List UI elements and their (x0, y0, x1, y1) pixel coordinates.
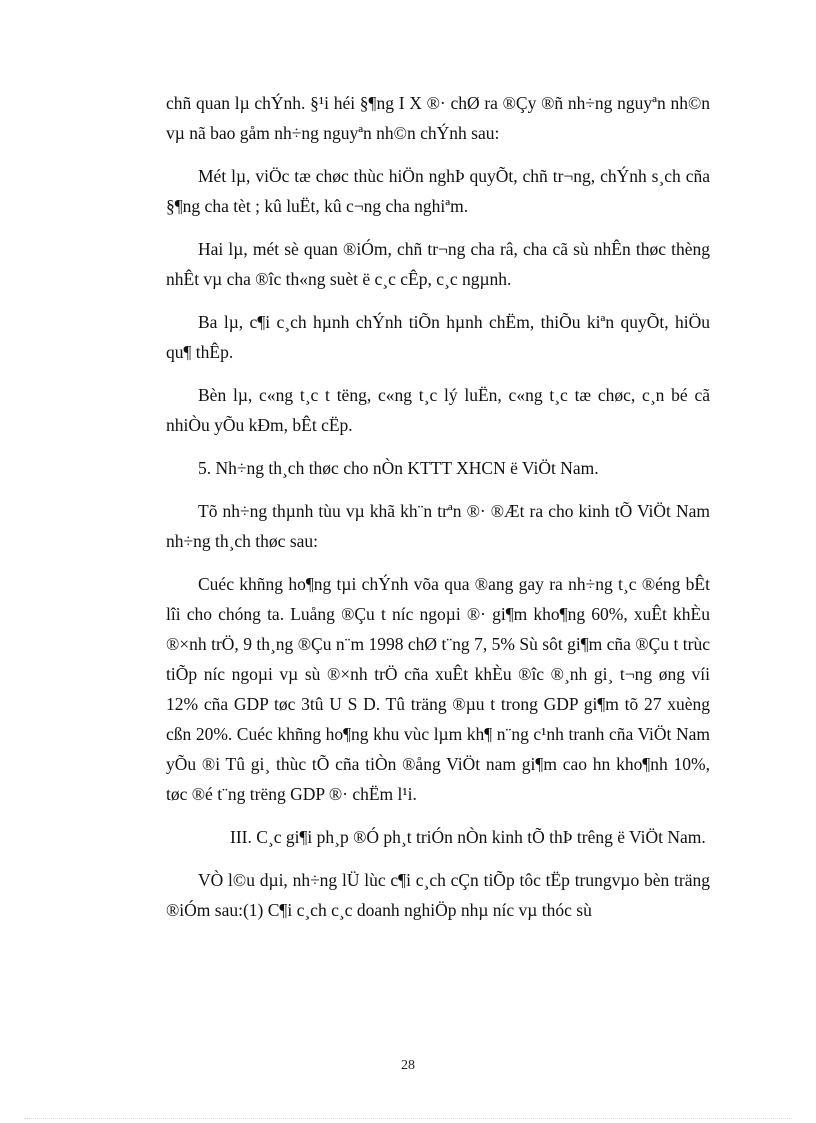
paragraph-intro-continuation: chñ quan lµ chÝnh. §¹i héi §¶ng I X ®· chØ ra ®Çy ®ñ nh÷ng nguyªn nh©n vµ nã bao gåm nh÷ng nguyªn nh©n chÝnh sau: (166, 93, 710, 143)
page-bottom-edge (24, 1118, 792, 1119)
body-text (166, 88, 710, 938)
page-number: 28 (401, 1058, 415, 1073)
paragraph-reason-one: Mét lµ, viÖc tæ chøc thùc hiÖn nghÞ quyÕt, chñ tr¬ng, chÝnh s¸ch cña §¶ng cha tèt ; kû luËt, kû c¬ng cha nghiªm. (166, 166, 710, 216)
paragraph-reason-three: Ba lµ, c¶i c¸ch hµnh chÝnh tiÕn hµnh chËm, thiÕu kiªn quyÕt, hiÖu qu¶ thÊp. (166, 312, 710, 362)
paragraph-financial-crisis: Cuéc khñng ho¶ng tµi chÝnh võa qua ®ang gay ra nh÷ng t¸c ®éng bÊt lîi cho chóng ta. Luång ®Çu t níc ngoµi ®· gi¶m kho¶ng 60%, xuÊt khÈu ®×nh trÖ, 9 th¸ng ®Çu n¨m 1998 chØ t¨ng 7, 5% Sù sôt gi¶m cña ®Çu t trùc tiÕp níc ngoµi vµ sù ®×nh trÖ cña xuÊt khÈu ®îc ®¸nh gi¸ t¬ng øng víi 12% cña GDP tøc 3tû U S D. Tû träng ®µu t trong GDP gi¶m tõ 27 xuèng cßn 20%. Cuéc khñng ho¶ng khu vùc lµm kh¶ n¨ng c¹nh tranh cña ViÖt Nam yÕu ®i Tû gi¸ thùc tÕ cña tiÒn ®ång ViÖt nam gi¶m cao hn kho¶nh 10%, tøc ®é t¨ng trëng GDP ®· chËm l¹i. (166, 574, 710, 804)
paragraph-long-term-reform: VÒ l©u dµi, nh÷ng lÜ lùc c¶i c¸ch cÇn tiÕp tôc tËp trungvµo bèn träng ®iÓm sau:(1) C¶i c¸ch c¸c doanh nghiÖp nhµ níc vµ thóc sù (166, 870, 710, 920)
paragraph-reason-four: Bèn lµ, c«ng t¸c t tëng, c«ng t¸c lý luËn, c«ng t¸c tæ chøc, c¸n bé cã nhiÒu yÕu kÐm, bÊt cËp. (166, 385, 710, 435)
paragraph-challenges-intro: Tõ nh÷ng thµnh tùu vµ khã kh¨n trªn ®· ®Æt ra cho kinh tÕ ViÖt Nam nh÷ng th¸ch thøc sau: (166, 501, 710, 551)
paragraph-reason-two: Hai lµ, mét sè quan ®iÓm, chñ tr¬ng cha râ, cha cã sù nhÊn thøc thèng nhÊt vµ cha ®îc th«ng suèt ë c¸c cÊp, c¸c ngµnh. (166, 239, 710, 289)
section-heading-solutions: III. C¸c gi¶i ph¸p ®Ó ph¸t triÓn nÒn kinh tÕ thÞ trêng ë ViÖt Nam. (230, 827, 706, 847)
section-heading-challenges: 5. Nh÷ng th¸ch thøc cho nÒn KTTT XHCN ë ViÖt Nam. (198, 458, 599, 478)
